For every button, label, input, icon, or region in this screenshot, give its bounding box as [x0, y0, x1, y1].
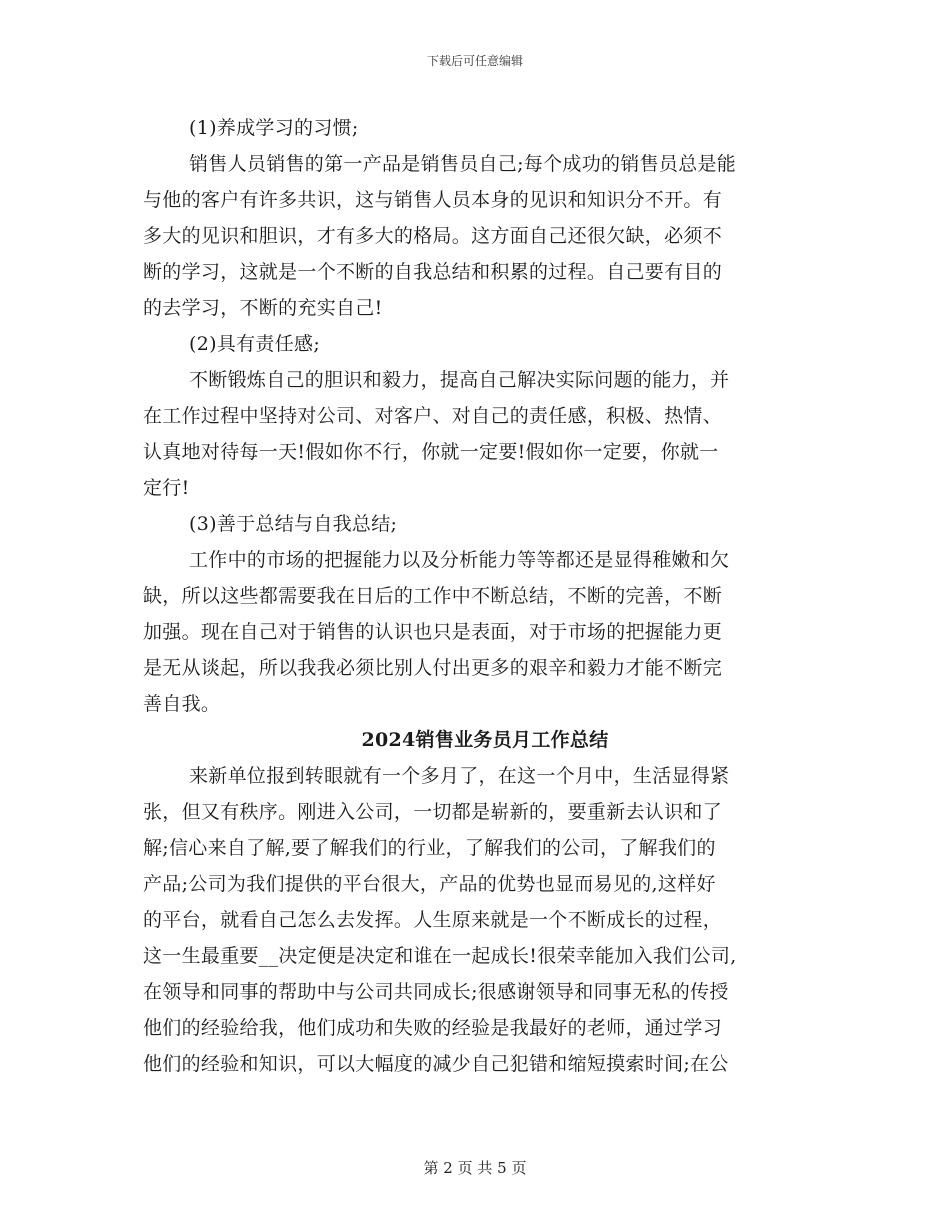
text-line: 定行!	[143, 477, 190, 499]
section-title: 2024销售业务员月工作总结	[361, 729, 609, 751]
text-line: 的平台，就看自己怎么去发挥。人生原来就是一个不断成长的过程，	[143, 909, 723, 931]
text-line: 张，但又有秩序。刚进入公司，一切都是崭新的，要重新去认识和了	[143, 801, 723, 823]
page-header: 下载后可任意编辑	[426, 54, 523, 68]
text-line: 认真地对待每一天!假如你不行，你就一定要!假如你一定要，你就一	[143, 441, 719, 463]
text-line: 与他的客户有许多共识，这与销售人员本身的见识和知识分不开。有	[143, 189, 723, 211]
page-number-footer: 第 2 页 共 5 页	[423, 1159, 527, 1177]
document-body	[143, 110, 807, 1082]
text-line: 在领导和同事的帮助中与公司共同成长;很感谢领导和同事无私的传授	[143, 981, 729, 1003]
text-line: 善自我。	[143, 693, 221, 715]
text-line: 工作中的市场的把握能力以及分析能力等等都还是显得稚嫩和欠	[189, 549, 730, 571]
text-line: 销售人员销售的第一产品是销售员自己;每个成功的销售员总是能	[189, 153, 737, 175]
text-line: 产品;公司为我们提供的平台很大，产品的优势也显而易见的,这样好	[143, 873, 716, 895]
text-line: 缺，所以这些都需要我在日后的工作中不断总结，不断的完善，不断	[143, 585, 723, 607]
text-line: 在工作过程中坚持对公司、对客户、对自己的责任感，积极、热情、	[143, 405, 723, 427]
text-line: (1)养成学习的习惯;	[189, 117, 359, 139]
text-line: 他们的经验和知识，可以大幅度的减少自己犯错和缩短摸索时间;在公	[143, 1053, 729, 1075]
text-line: (2)具有责任感;	[189, 333, 321, 355]
text-line: (3)善于总结与自我总结;	[189, 513, 398, 535]
text-line: 加强。现在自己对于销售的认识也只是表面，对于市场的把握能力更	[143, 621, 723, 643]
text-line: 的去学习，不断的充实自己!	[143, 297, 383, 319]
text-line: 是无从谈起，所以我我必须比别人付出更多的艰辛和毅力才能不断完	[143, 657, 723, 679]
text-line: 来新单位报到转眼就有一个多月了，在这一个月中，生活显得紧	[189, 765, 730, 787]
text-line: 不断锻炼自己的胆识和毅力，提高自己解决实际问题的能力，并	[189, 369, 730, 391]
text-line: 多大的见识和胆识，才有多大的格局。这方面自己还很欠缺，必须不	[143, 225, 723, 247]
text-line: 解;信心来自了解,要了解我们的行业，了解我们的公司，了解我们的	[143, 837, 716, 859]
text-line: 断的学习，这就是一个不断的自我总结和积累的过程。自己要有目的	[143, 261, 723, 283]
text-line: 他们的经验给我，他们成功和失败的经验是我最好的老师，通过学习	[143, 1017, 723, 1039]
text-line: 这一生最重要__决定便是决定和谁在一起成长!很荣幸能加入我们公司,	[143, 945, 737, 967]
